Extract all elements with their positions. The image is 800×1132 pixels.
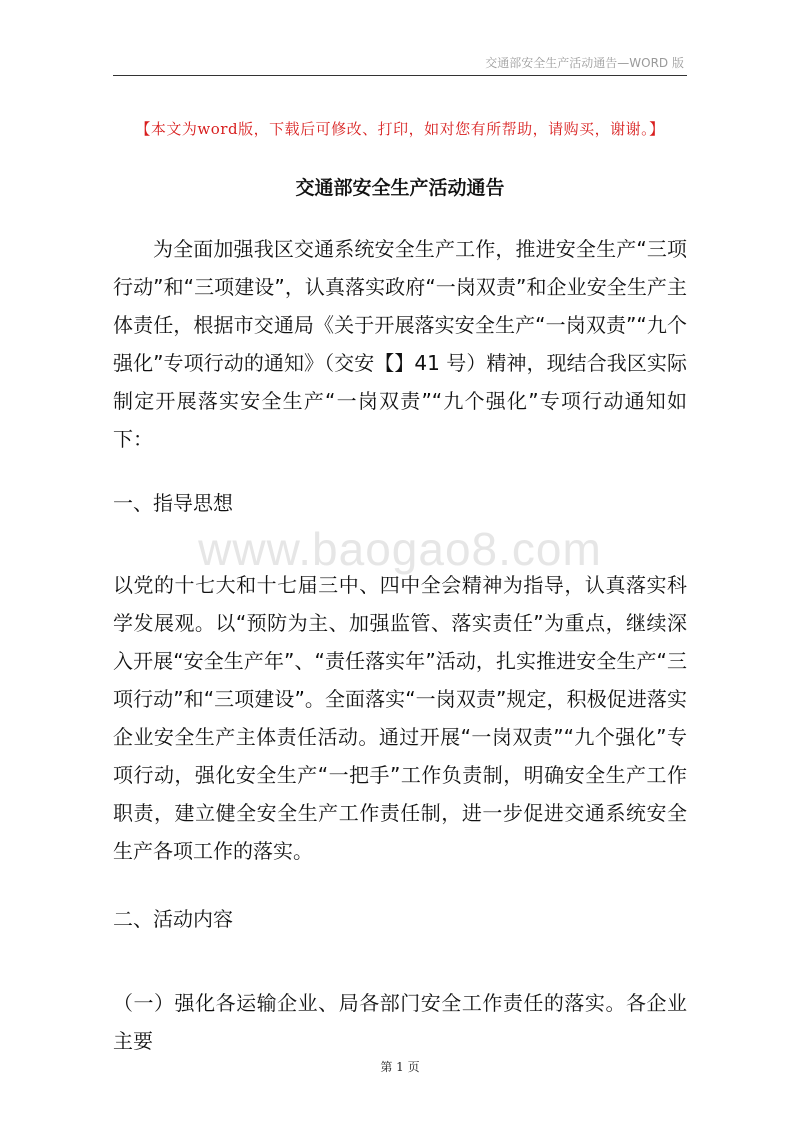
section-heading-activity-content: 二、活动内容 bbox=[113, 907, 233, 931]
purchase-notice: 【本文为word版，下载后可修改、打印，如对您有所帮助，请购买，谢谢。】 bbox=[135, 120, 665, 138]
section-heading-guiding-ideology: 一、指导思想 bbox=[113, 491, 233, 515]
watermark: www.baogao8.com bbox=[198, 523, 602, 575]
document-title: 交通部安全生产活动通告 bbox=[295, 177, 505, 199]
page-number: 第 1 页 bbox=[380, 1060, 420, 1074]
guiding-ideology-paragraph: 以党的十七大和十七届三中、四中全会精神为指导，认真落实科学发展观。以“预防为主、加强监管、落实责任”为重点，继续深入开展“安全生产年”、“责任落实年”活动，扎实推进安全生产“三项行动”和“三项建设”。全面落实“一岗双责”规定，积极促进落实企业安全生产主体责任活动。通过开展“一岗双责”“九个强化”专项行动，强化安全生产“一把手”工作负责制，明确安全生产工作职责，建立健全安全生产工作责任制，进一步促进交通系统安全生产各项工作的落实。 bbox=[113, 573, 687, 863]
activity-item-1-paragraph: （一）强化各运输企业、局各部门安全工作责任的落实。各企业主要 bbox=[113, 991, 687, 1053]
header-divider bbox=[113, 75, 687, 76]
intro-paragraph: 为全面加强我区交通系统安全生产工作，推进安全生产“三项行动”和“三项建设”，认真落实政府“一岗双责”和企业安全生产主体责任，根据市交通局《关于开展落实安全生产“一岗双责”“九个强化”专项行动的通知》（交安【】41 号）精神，现结合我区实际制定开展落实安全生产“一岗双责”“九个强化”专项行动通知如下： bbox=[113, 237, 687, 451]
running-header: 交通部安全生产活动通告—WORD 版 bbox=[485, 56, 684, 70]
